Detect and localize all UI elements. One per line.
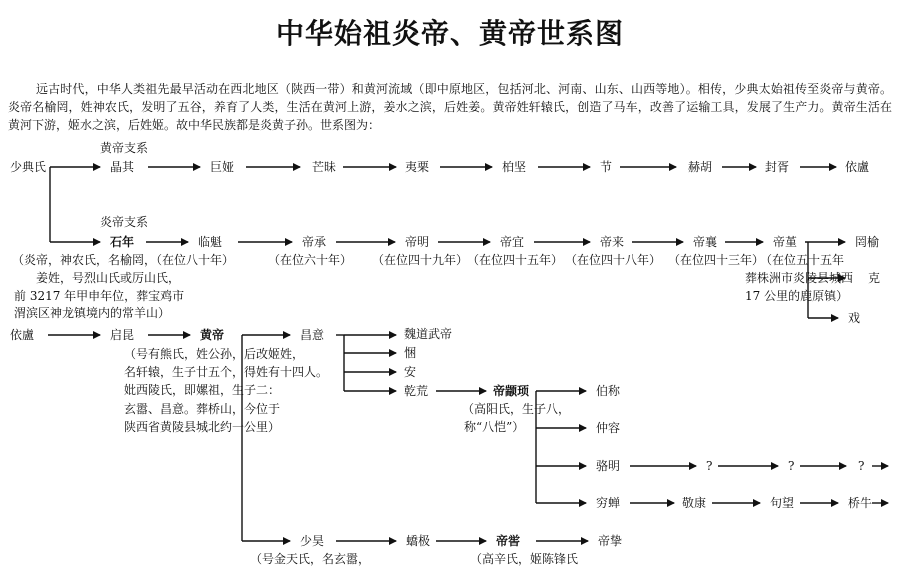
changyi-son-3: 安 [404,365,417,379]
r2-reign-6: （在位四十三年） [668,253,765,267]
changyi-son-4: 乾荒 [404,384,429,398]
root-shaodian: 少典氏 [10,160,47,174]
luoming-desc-1: ? [706,459,713,473]
yandi-note-1: 姜姓，号烈山氏或厉山氏， [36,271,181,285]
changyi-son-1: 魏道武帝 [404,327,453,341]
r1-name-5: 柏坚 [502,160,527,174]
r1-name-4: 夷栗 [405,160,430,174]
r4-dizhi: 帝挚 [598,534,623,548]
r2-name-5: 帝宜 [500,235,525,249]
r2-name-9: 罔榆 [855,235,880,249]
r2-reign-1: （炎帝，神农氏，名榆罔，（在位八十年） [12,253,235,267]
yandi-note-2: 前 3217 年甲申年位，葬宝鸡市 [14,289,185,303]
r4-qiaoji: 蟜极 [406,534,431,548]
huangdi-branch-label: 黄帝支系 [100,141,149,155]
r1-name-2: 巨娅 [210,160,235,174]
intro-paragraph: 远古时代，中华人类祖先最早活动在西北地区（陕西一带）和黄河流域（即中原地区，包括河北、河南、山东、山西等地）。相传，少典太始祖传至炎帝与黄帝。炎帝名榆罔，姓神农氏，发明了五谷，养育了人类，生活在黄河上游，姜水之滨，后姓姜。黄帝姓轩辕氏，创造了马车，改善了运输工具，发展了生产力。黄帝生活在黄河下游，姬水之滨，后姓姬。故中华民族都是炎黄子孙。世系图为： [8,82,892,132]
tomb-note-2: 17 公里的鹿原镇） [745,289,849,303]
zhuanxu-son-1: 伯称 [596,384,621,398]
r3-changyi: 昌意 [300,328,325,342]
r2-name-7: 帝襄 [693,235,718,249]
r4-diku: 帝喾 [496,534,521,548]
huangdi-note-2: 名轩辕，生子廿五个，得姓有十四人。 [124,365,329,379]
qiongchan-desc-3: 桥牛 [848,496,873,510]
r3-huangdi: 黄帝 [200,328,225,342]
r2-name-3: 帝承 [302,235,327,249]
r2-reign-2: （在位六十年） [268,253,353,267]
r1-name-1: 晶其 [110,160,135,174]
huangdi-note-3: 妣西陵氏，即嫘祖，生子二： [124,383,281,397]
r2-name-2: 临魁 [198,235,223,249]
r4-shaohao: 少昊 [300,534,325,548]
r2-name-8: 帝堇 [773,235,798,249]
r4-note-shaohao: （号金天氏，名玄嚣， [250,552,371,566]
r4-note-diku: （高辛氏，姬陈锋氏 [470,552,579,566]
tomb-note-1: 葬株洲市炎陵县城西 [745,271,854,285]
r2-reign-3: （在位四十九年） [372,253,469,267]
yandi-note-3: 渭滨区神龙镇境内的常羊山） [14,306,171,320]
r2-name-4: 帝明 [405,235,430,249]
huangdi-note-4: 玄嚣、昌意。葬桥山，今位于 [124,402,281,416]
changyi-son-2: 悃 [404,346,417,360]
zhuanxu-note-2: 称“八恺”） [464,420,525,434]
r1-name-3: 芒昧 [312,160,337,174]
zhuanxu-son-2: 仲容 [596,421,621,435]
r2-reign-5: （在位四十八年） [565,253,662,267]
r2-name-6: 帝来 [600,235,625,249]
zhuanxu-son-3: 骆明 [596,459,621,473]
r1-name-7: 赫胡 [688,160,713,174]
r1-name-6: 节 [600,160,613,174]
r2-right-xi: 戏 [848,311,861,325]
luoming-desc-3: ? [858,459,865,473]
yandi-branch-label: 炎帝支系 [100,215,149,229]
r2-name-shinian: 石年 [110,235,135,249]
qiongchan-desc-2: 句望 [770,496,795,510]
zhuanxu-son-4: 穷蝉 [596,496,621,510]
luoming-desc-2: ? [788,459,795,473]
r3-qikun: 启昆 [110,328,135,342]
zhuanxu: 帝颛顼 [493,384,530,398]
r1-name-9: 依盧 [845,160,870,174]
huangdi-note-5: 陕西省黄陵县城北约一公里） [124,420,281,434]
r2-right-ke: 克 [868,271,881,285]
qiongchan-desc-1: 敬康 [682,496,707,510]
r2-reign-7: （在位五十五年 [760,253,845,267]
zhuanxu-note-1: （高阳氏，生子八， [462,402,571,416]
r3-yilu: 依盧 [10,328,35,342]
r1-name-8: 封胥 [765,160,790,174]
r2-reign-4: （在位四十五年） [467,253,564,267]
page-title: 中华始祖炎帝、黄帝世系图 [275,17,624,50]
huangdi-note-1: （号有熊氏，姓公孙，后改姬姓， [124,347,305,361]
